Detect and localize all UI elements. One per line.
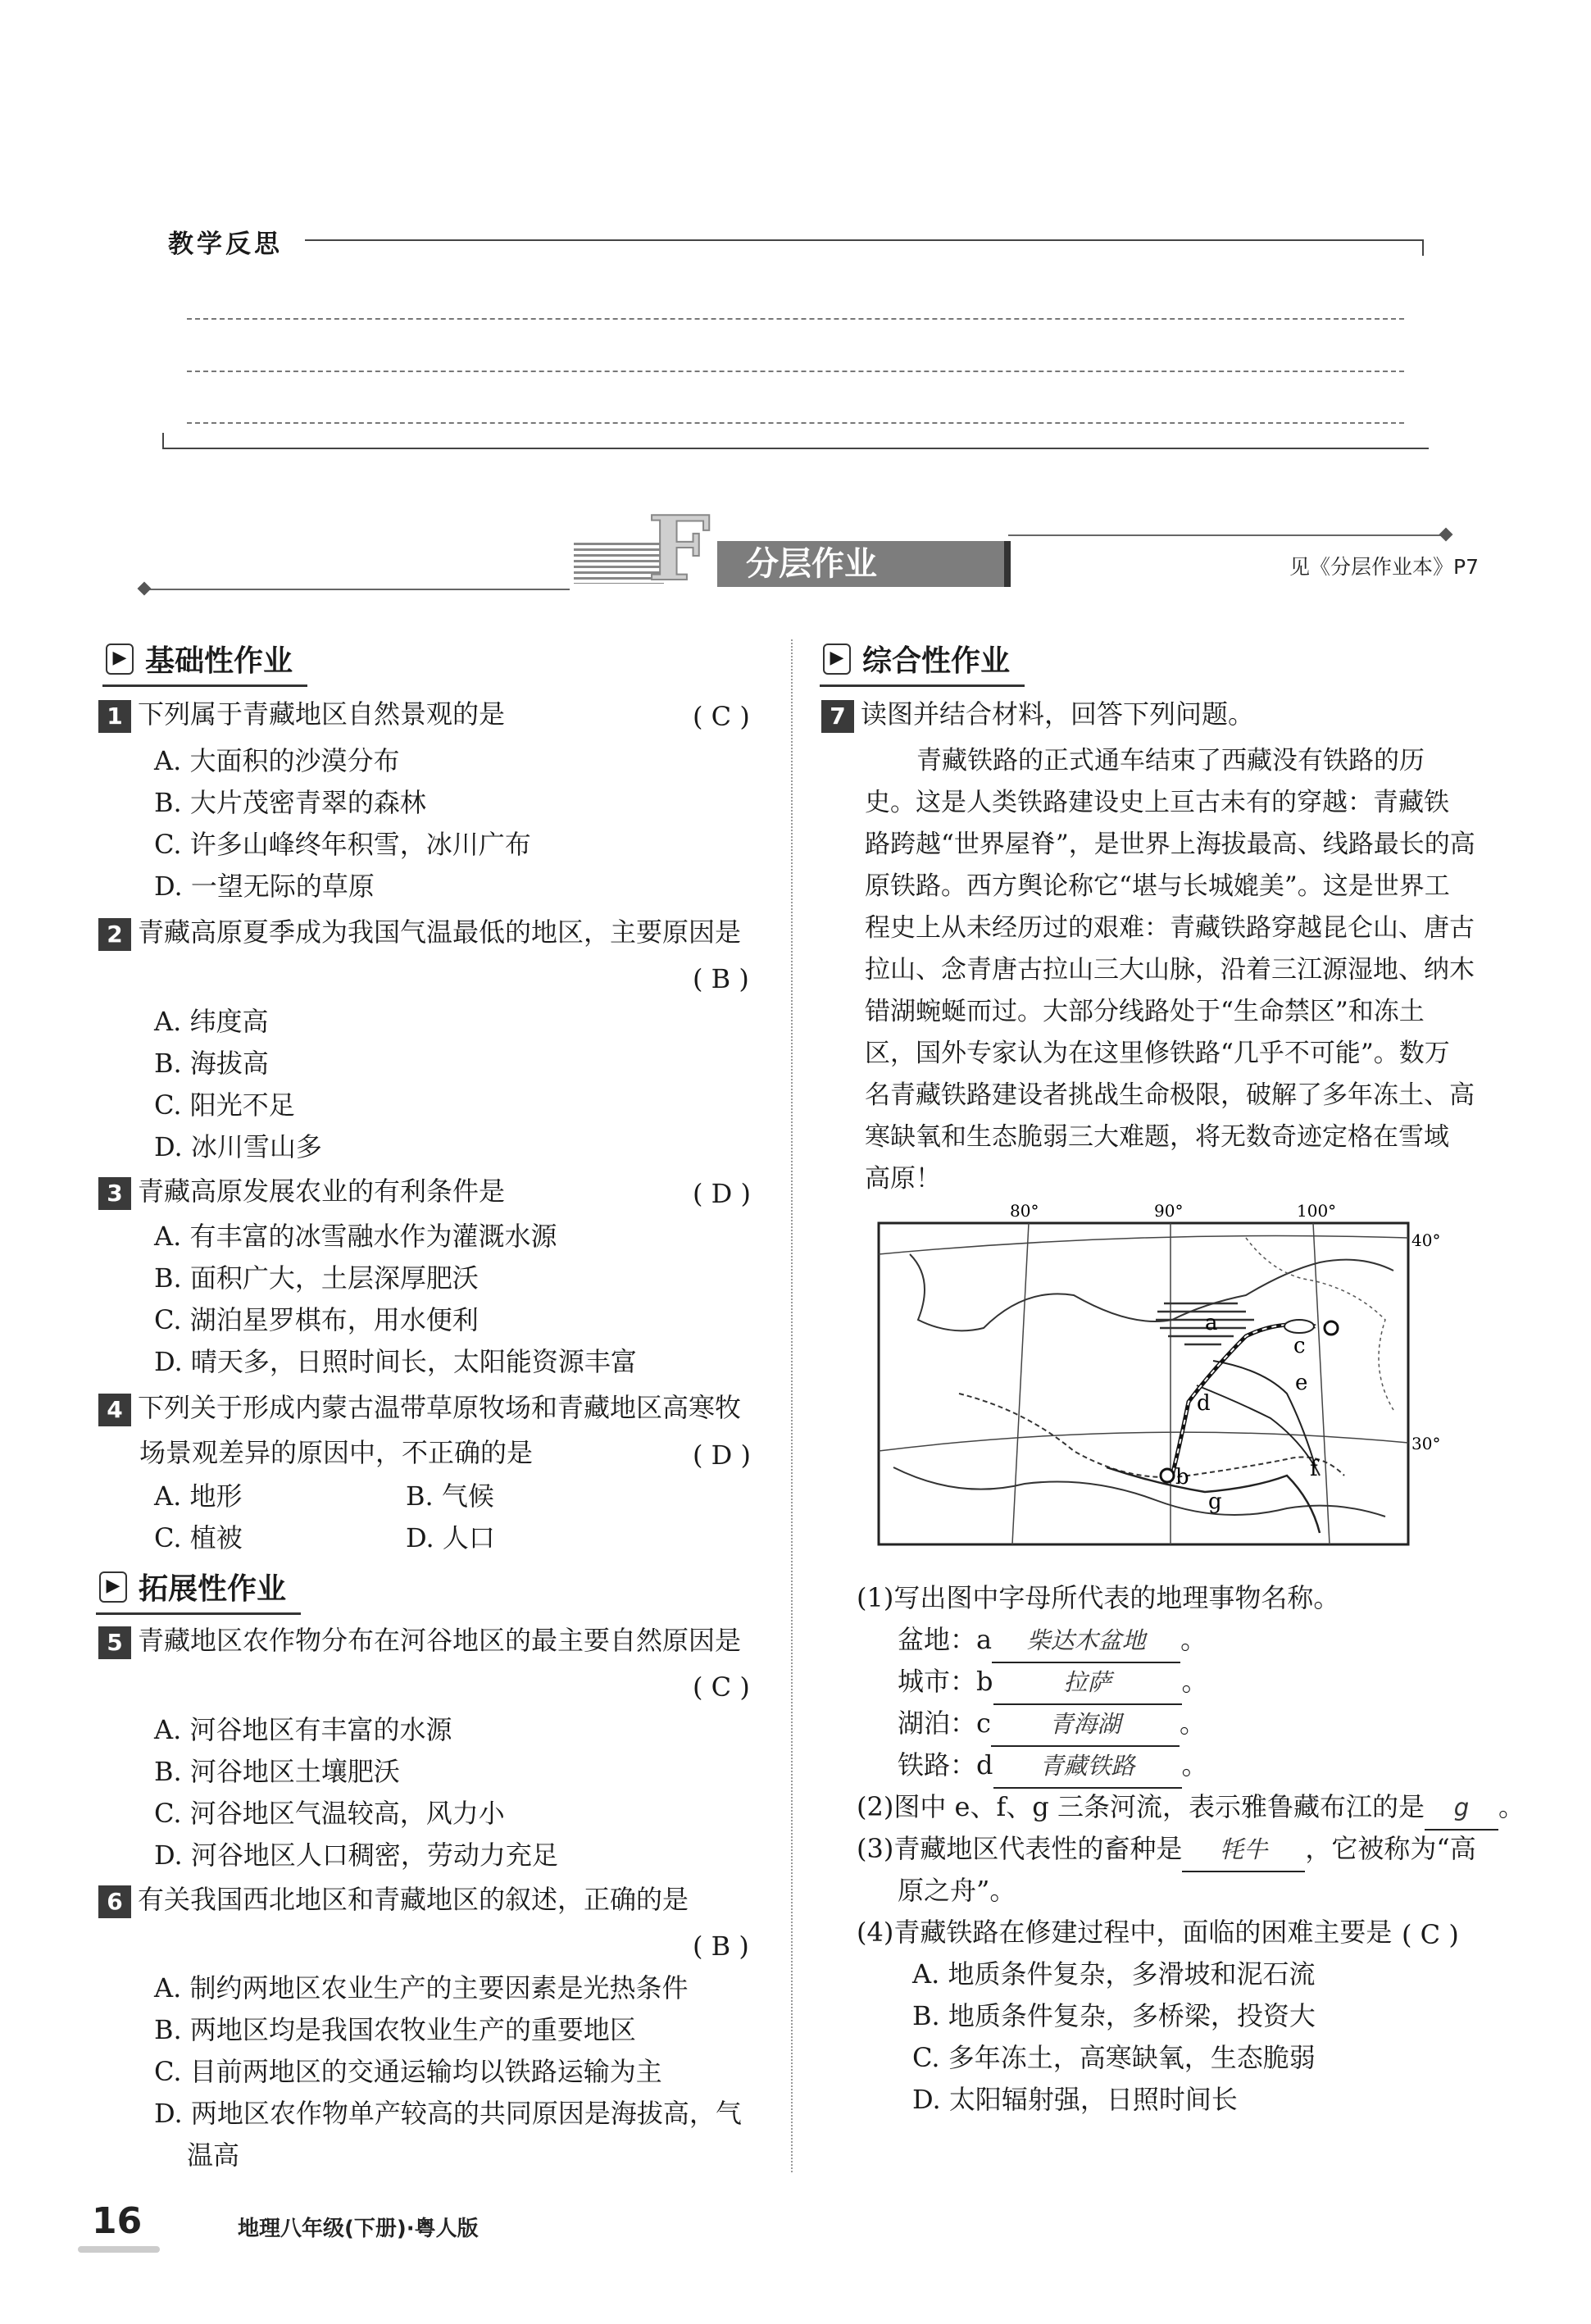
lon-label: 90°: [1154, 1201, 1184, 1221]
subq-3: (3)青藏地区代表性的畜种是 牦牛 ，它被称为“高: [857, 1828, 1476, 1872]
option: D. 太阳辐射强，日照时间长: [912, 2084, 1238, 2115]
question-number: 6: [98, 1885, 131, 1918]
option: B. 地质条件复杂，多桥梁，投资大: [912, 2000, 1316, 2031]
passage-line: 区，国外专家认为在这里修铁路“几乎不可能”。数万: [865, 1039, 1450, 1068]
subq-4-prompt: (4)青藏铁路在修建过程中，面临的困难主要是: [857, 1917, 1393, 1948]
option: A. 纬度高: [154, 1006, 269, 1037]
subq-3-cont: 原之舟”。: [898, 1875, 1016, 1906]
arrow-icon: ▶: [823, 644, 851, 675]
question-6: [98, 1879, 689, 1921]
reflection-dotted-line: [187, 422, 1404, 424]
passage-line: 路跨越“世界屋脊”，是世界上海拔最高、线路最长的高: [865, 830, 1475, 859]
city-b: [1161, 1469, 1174, 1482]
question-4: [98, 1387, 741, 1429]
option: C. 多年冻土，高寒缺氧，生态脆弱: [912, 2042, 1316, 2073]
answer-blank[interactable]: 青海湖: [991, 1703, 1180, 1747]
page-number-underline: [78, 2246, 160, 2253]
option: C. 河谷地区气温较高，风力小: [154, 1798, 505, 1829]
reflection-title: 教学反思: [168, 230, 283, 259]
map-svg: [861, 1201, 1441, 1566]
banner-rule-left: [143, 589, 570, 590]
passage-line: 名青藏铁路建设者挑战生命极限，破解了多年冻土、高: [865, 1080, 1475, 1110]
map-label-e: e: [1295, 1371, 1308, 1395]
option: A. 制约两地区农业生产的主要因素是光热条件: [154, 1972, 689, 2003]
subq-1-item: 城市：b 拉萨 。: [898, 1661, 1208, 1705]
answer-choice: ( C ): [1402, 1919, 1459, 1950]
lat-label: 40°: [1411, 1230, 1441, 1250]
map-label-a: a: [1205, 1311, 1218, 1335]
passage-line: 拉山、念青唐古拉山三大山脉，沿着三江源湿地、纳木: [865, 955, 1475, 985]
answer-choice: ( C ): [693, 701, 750, 732]
option: B. 两地区均是我国农牧业生产的重要地区: [154, 2014, 636, 2045]
passage-line: 错湖蜿蜒而过。大部分线路处于“生命禁区”和冻土: [865, 997, 1425, 1026]
answer-choice: ( D ): [693, 1439, 751, 1471]
lon-label: 100°: [1297, 1201, 1337, 1221]
answer-choice: ( D ): [693, 1178, 751, 1209]
answer-blank[interactable]: 牦牛: [1182, 1829, 1305, 1872]
qinghai-tibet-map: [861, 1201, 1441, 1566]
option: A. 大面积的沙漠分布: [154, 745, 400, 776]
section-extend-heading: [96, 1566, 301, 1615]
answer-blank[interactable]: 青藏铁路: [993, 1745, 1182, 1789]
city-xining: [1325, 1321, 1338, 1335]
option: C. 湖泊星罗棋布，用水便利: [154, 1304, 479, 1335]
option: B. 面积广大，土层深厚肥沃: [154, 1262, 479, 1294]
question-stem: 下列关于形成内蒙古温带草原牧场和青藏地区高寒牧: [138, 1392, 742, 1423]
question-5: [98, 1620, 741, 1662]
passage-line: 原铁路。西方舆论称它“堪与长城媲美”。这是世界工: [865, 871, 1450, 901]
option: D. 河谷地区人口稠密，劳动力充足: [154, 1840, 558, 1871]
option: C. 目前两地区的交通运输均以铁路运输为主: [154, 2056, 662, 2087]
reflection-bottom-line: [162, 448, 1429, 449]
passage-line: 青藏铁路的正式通车结束了西藏没有铁路的历: [916, 746, 1425, 775]
banner-dot: [1439, 528, 1453, 542]
book-title: 地理八年级(下册)·粤人版: [238, 2217, 479, 2241]
question-stem: 读图并结合材料，回答下列问题。: [861, 698, 1255, 730]
question-number: 2: [98, 918, 131, 951]
option: D. 冰川雪山多: [154, 1131, 322, 1162]
passage-line: 程史上从未经历过的艰难：青藏铁路穿越昆仑山、唐古: [865, 913, 1475, 943]
answer-choice: ( C ): [693, 1671, 750, 1703]
option: B. 海拔高: [154, 1048, 269, 1079]
option: A. 地形: [154, 1480, 243, 1512]
map-label-b: b: [1175, 1465, 1189, 1489]
option: C. 阳光不足: [154, 1089, 295, 1121]
passage-line: 史。这是人类铁路建设史上亘古未有的穿越：青藏铁: [865, 788, 1449, 817]
reflection-dotted-line: [187, 371, 1404, 372]
section-title: 基础性作业: [145, 644, 293, 678]
question-stem: 有关我国西北地区和青藏地区的叙述，正确的是: [138, 1884, 689, 1915]
answer-choice: ( B ): [693, 963, 749, 994]
subq-1-item: 湖泊：c 青海湖 。: [898, 1703, 1206, 1747]
option: D. 人口: [406, 1522, 495, 1553]
question-number: 7: [821, 700, 854, 733]
section-title: 综合性作业: [862, 644, 1011, 678]
reflection-dotted-line: [187, 318, 1404, 320]
option: C. 植被: [154, 1522, 243, 1553]
option: B. 大片茂密青翠的森林: [154, 787, 426, 818]
question-1: [98, 694, 505, 735]
question-stem: 青藏高原发展农业的有利条件是: [138, 1176, 506, 1207]
answer-choice: ( B ): [693, 1931, 749, 1962]
question-number: 1: [98, 700, 131, 733]
arrow-icon: ▶: [106, 644, 134, 675]
section-comprehensive-heading: [820, 638, 1025, 687]
option: B. 河谷地区土壤肥沃: [154, 1756, 400, 1787]
reflection-right-tick: [1422, 239, 1424, 256]
banner-dot: [138, 582, 152, 596]
question-stem: 青藏高原夏季成为我国气温最低的地区，主要原因是: [138, 916, 742, 948]
section-title: 拓展性作业: [139, 1572, 287, 1606]
answer-blank[interactable]: 拉萨: [993, 1662, 1182, 1705]
banner-letter: F: [648, 498, 711, 601]
subq-1-item: 铁路：d 青藏铁路 。: [898, 1744, 1208, 1789]
page-number: 16: [92, 2200, 143, 2242]
answer-blank[interactable]: g: [1425, 1787, 1498, 1831]
question-stem-cont: 场景观差异的原因中，不正确的是: [139, 1437, 534, 1468]
subq-1-prompt: (1)写出图中字母所代表的地理事物名称。: [857, 1582, 1340, 1613]
column-divider: [791, 639, 793, 2172]
option: A. 河谷地区有丰富的水源: [154, 1714, 452, 1745]
lat-label: 30°: [1411, 1434, 1441, 1453]
question-2: [98, 912, 741, 953]
map-label-f: f: [1310, 1457, 1318, 1481]
section-basic-heading: [102, 638, 307, 687]
option: D. 一望无际的草原: [154, 871, 375, 902]
question-stem: 下列属于青藏地区自然景观的是: [138, 698, 506, 730]
map-label-d: d: [1197, 1391, 1211, 1416]
question-number: 4: [98, 1394, 131, 1426]
answer-blank[interactable]: 柴达木盆地: [992, 1620, 1180, 1663]
subq-2: (2)图中 e、f、g 三条河流，表示雅鲁藏布江的是 g 。: [857, 1786, 1525, 1831]
option: C. 许多山峰终年积雪，冰川广布: [154, 829, 531, 860]
option-cont: 温高: [187, 2140, 240, 2171]
question-3: [98, 1171, 505, 1212]
option: D. 晴天多，日照时间长，太阳能资源丰富: [154, 1346, 637, 1377]
banner-title: 分层作业: [746, 545, 877, 583]
reflection-top-line: [305, 239, 1424, 241]
banner-rule-right: [1008, 534, 1443, 536]
question-7: [821, 694, 1254, 735]
map-label-c: c: [1293, 1334, 1306, 1358]
subq-1-item: 盆地：a 柴达木盆地 。: [898, 1619, 1207, 1663]
question-number: 5: [98, 1626, 131, 1659]
question-number: 3: [98, 1177, 131, 1210]
option: A. 有丰富的冰雪融水作为灌溉水源: [154, 1221, 557, 1252]
arrow-icon: ▶: [99, 1571, 127, 1603]
reflection-left-tick: [162, 433, 164, 448]
option: A. 地质条件复杂，多滑坡和泥石流: [912, 1958, 1316, 1990]
lon-label: 80°: [1010, 1201, 1039, 1221]
passage-line: 寒缺氧和生态脆弱三大难题，将无数奇迹定格在雪域: [865, 1122, 1449, 1152]
passage-line: 高原！: [865, 1164, 941, 1194]
option: D. 两地区农作物单产较高的共同原因是海拔高，气: [154, 2098, 742, 2129]
option: B. 气候: [406, 1480, 494, 1512]
lake-c: [1284, 1320, 1314, 1333]
question-stem: 青藏地区农作物分布在河谷地区的最主要自然原因是: [138, 1625, 742, 1656]
map-label-g: g: [1208, 1489, 1222, 1514]
banner-ref: 见《分层作业本》P7: [1289, 555, 1479, 579]
